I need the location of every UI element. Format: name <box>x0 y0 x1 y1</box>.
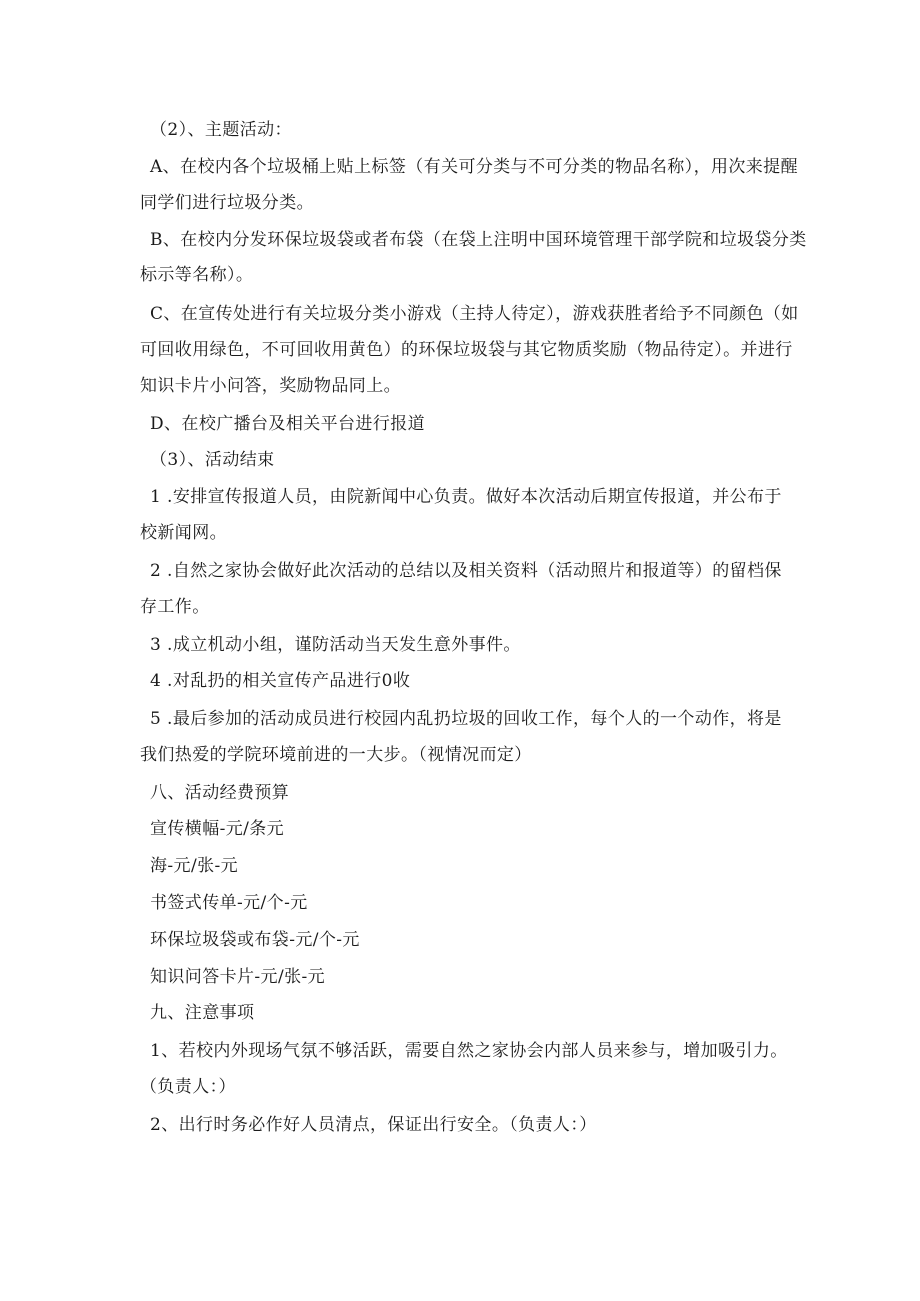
list-item: 2、出行时务必作好人员清点，保证出行安全。（负责人：） <box>150 1115 597 1135</box>
paragraph-line: 知识卡片小问答，奖励物品同上。 <box>140 376 401 396</box>
paragraph-line: 存工作。 <box>140 597 210 617</box>
paragraph-line: （负责人：） <box>140 1077 236 1097</box>
list-item: 1 .安排宣传报道人员，由院新闻中心负责。做好本次活动后期宣传报道，并公布于 <box>150 487 782 507</box>
budget-item: 知识问答卡片-元/张-元 <box>150 967 326 987</box>
section-heading-main-activity: （2）、主题活动： <box>150 120 292 140</box>
paragraph-line: 可回收用绿色，不可回收用黄色）的环保垃圾袋与其它物质奖励（物品待定）。并进行 <box>140 340 793 360</box>
list-item: 1、若校内外现场气氛不够活跃，需要自然之家协会内部人员来参与，增加吸引力。 <box>150 1041 788 1061</box>
paragraph-line: A、在校内各个垃圾桶上贴上标签（有关可分类与不可分类的物品名称），用次来提醒 <box>150 157 798 177</box>
section-heading-activity-end: （3）、活动结束 <box>150 450 275 470</box>
section-heading-notes: 九、注意事项 <box>150 1003 255 1023</box>
budget-item: 海-元/张-元 <box>150 856 239 876</box>
section-heading-budget: 八、活动经费预算 <box>150 783 290 803</box>
paragraph-line: 同学们进行垃圾分类。 <box>140 193 314 213</box>
paragraph-line: C、在宣传处进行有关垃圾分类小游戏（主持人待定），游戏获胜者给予不同颜色（如 <box>150 304 799 324</box>
paragraph-line: D、在校广播台及相关平台进行报道 <box>150 414 426 434</box>
list-item: 2 .自然之家协会做好此次活动的总结以及相关资料（活动照片和报道等）的留档保 <box>150 561 782 581</box>
budget-item: 宣传横幅-元/条元 <box>150 819 285 839</box>
budget-item: 书签式传单-元/个-元 <box>150 893 308 913</box>
paragraph-line: B、在校内分发环保垃圾袋或者布袋（在袋上注明中国环境管理干部学院和垃圾袋分类 <box>150 230 807 250</box>
budget-item: 环保垃圾袋或布袋-元/个-元 <box>150 930 360 950</box>
paragraph-line: 我们热爱的学院环境前进的一大步。（视情况而定） <box>140 745 532 765</box>
list-item: 3 .成立机动小组，谨防活动当天发生意外事件。 <box>150 635 521 655</box>
paragraph-line: 校新闻网。 <box>140 523 227 543</box>
paragraph-line: 标示等名称）。 <box>140 265 254 285</box>
list-item: 5 .最后参加的活动成员进行校园内乱扔垃圾的回收工作，每个人的一个动作，将是 <box>150 709 782 729</box>
list-item: 4 .对乱扔的相关宣传产品进行0收 <box>150 671 411 691</box>
